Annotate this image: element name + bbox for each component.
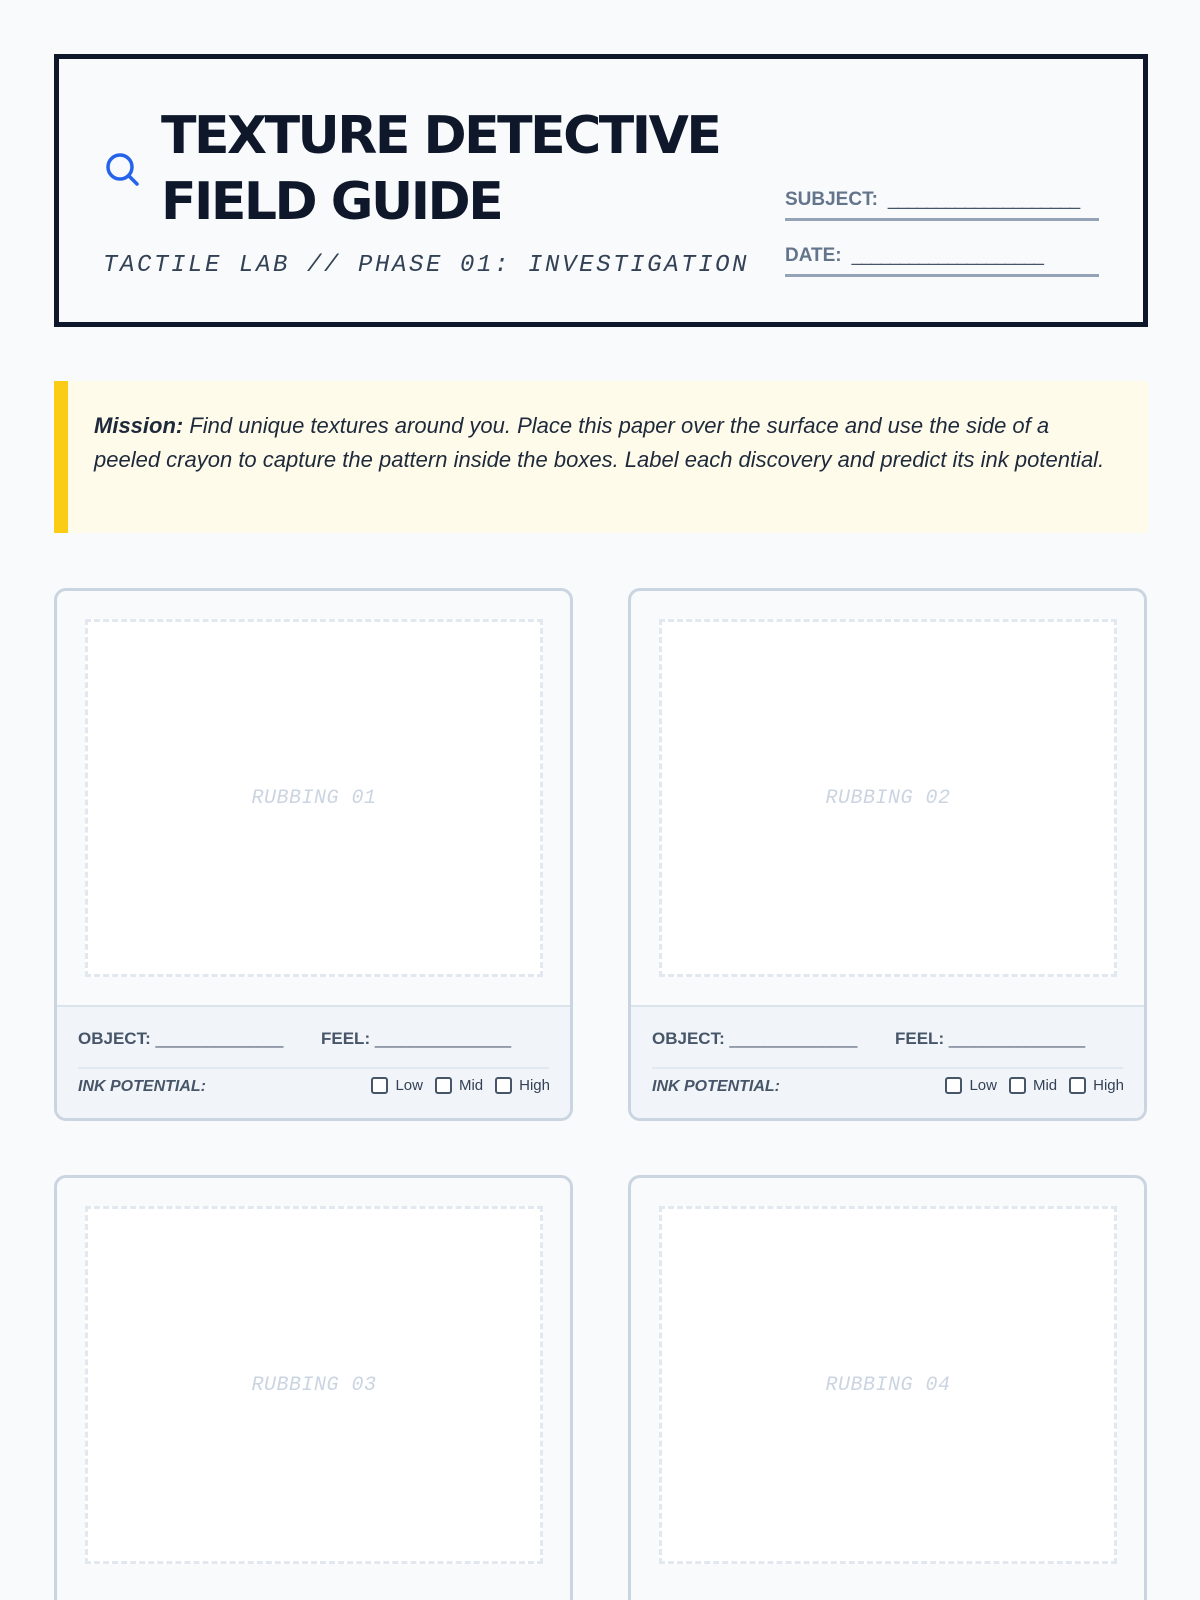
rubbing-area[interactable] <box>659 1206 1117 1564</box>
page-subtitle: TACTILE LAB // PHASE 01: INVESTIGATION <box>103 252 750 279</box>
option-label: Mid <box>458 1077 484 1094</box>
option-label: Low <box>969 1077 997 1094</box>
feel-label: FEEL: <box>895 1029 945 1048</box>
option-mid[interactable] <box>435 1077 483 1094</box>
object-field[interactable] <box>652 1029 856 1049</box>
ink-potential-label: INK POTENTIAL: <box>78 1078 206 1095</box>
feel-field[interactable] <box>895 1029 1084 1049</box>
checkbox-mid[interactable] <box>435 1077 452 1094</box>
rubbing-card-2 <box>628 588 1147 1121</box>
date-blank[interactable]: ____________________ <box>851 245 1043 266</box>
rubbing-label: RUBBING 03 <box>251 1373 377 1397</box>
search-icon <box>103 150 143 190</box>
subject-field[interactable] <box>785 189 1099 221</box>
card-footer <box>631 1005 1144 1121</box>
checkbox-high[interactable] <box>495 1077 512 1094</box>
rubbing-area[interactable] <box>659 619 1117 977</box>
mission-label: Mission: <box>94 413 184 438</box>
rubbing-area[interactable] <box>85 619 543 977</box>
object-blank[interactable]: _______________ <box>155 1029 283 1048</box>
mission-callout <box>54 381 1148 533</box>
option-high[interactable] <box>1069 1077 1124 1094</box>
checkbox-low[interactable] <box>371 1077 388 1094</box>
ink-potential-options <box>359 1077 550 1094</box>
feel-label: FEEL: <box>321 1029 371 1048</box>
divider <box>78 1067 549 1069</box>
page-title-line-2: FIELD GUIDE <box>161 172 502 232</box>
rubbing-card-4 <box>628 1175 1147 1600</box>
option-mid[interactable] <box>1009 1077 1057 1094</box>
date-label: DATE: <box>785 245 842 266</box>
checkbox-low[interactable] <box>945 1077 962 1094</box>
divider <box>652 1067 1123 1069</box>
rubbing-area[interactable] <box>85 1206 543 1564</box>
option-high[interactable] <box>495 1077 550 1094</box>
subject-blank[interactable]: ____________________ <box>887 189 1080 210</box>
date-field[interactable] <box>785 245 1099 277</box>
object-label: OBJECT: <box>652 1029 725 1048</box>
rubbing-card-1 <box>54 588 573 1121</box>
option-low[interactable] <box>371 1077 423 1094</box>
checkbox-high[interactable] <box>1069 1077 1086 1094</box>
rubbing-label: RUBBING 02 <box>825 786 951 810</box>
object-field[interactable] <box>78 1029 282 1049</box>
card-footer <box>57 1005 570 1121</box>
checkbox-mid[interactable] <box>1009 1077 1026 1094</box>
object-label: OBJECT: <box>78 1029 151 1048</box>
mission-text: Find unique textures around you. Place this paper over the surface and use the side of a peeled crayon to capture the pattern inside the boxes. Label each discovery and predict its ink potential. <box>94 413 1105 472</box>
option-label: High <box>519 1077 550 1094</box>
ink-potential-options <box>933 1077 1124 1094</box>
option-label: High <box>1093 1077 1124 1094</box>
rubbing-label: RUBBING 04 <box>825 1373 951 1397</box>
subject-label: SUBJECT: <box>785 189 878 210</box>
header-panel <box>54 54 1148 327</box>
feel-blank[interactable]: ________________ <box>374 1029 511 1048</box>
ink-potential-label: INK POTENTIAL: <box>652 1078 780 1095</box>
option-label: Low <box>395 1077 423 1094</box>
object-blank[interactable]: _______________ <box>729 1029 857 1048</box>
option-low[interactable] <box>945 1077 997 1094</box>
feel-field[interactable] <box>321 1029 510 1049</box>
option-label: Mid <box>1032 1077 1058 1094</box>
feel-blank[interactable]: ________________ <box>948 1029 1085 1048</box>
rubbing-card-3 <box>54 1175 573 1600</box>
page-title-line-1: TEXTURE DETECTIVE <box>161 106 720 166</box>
rubbing-label: RUBBING 01 <box>251 786 377 810</box>
